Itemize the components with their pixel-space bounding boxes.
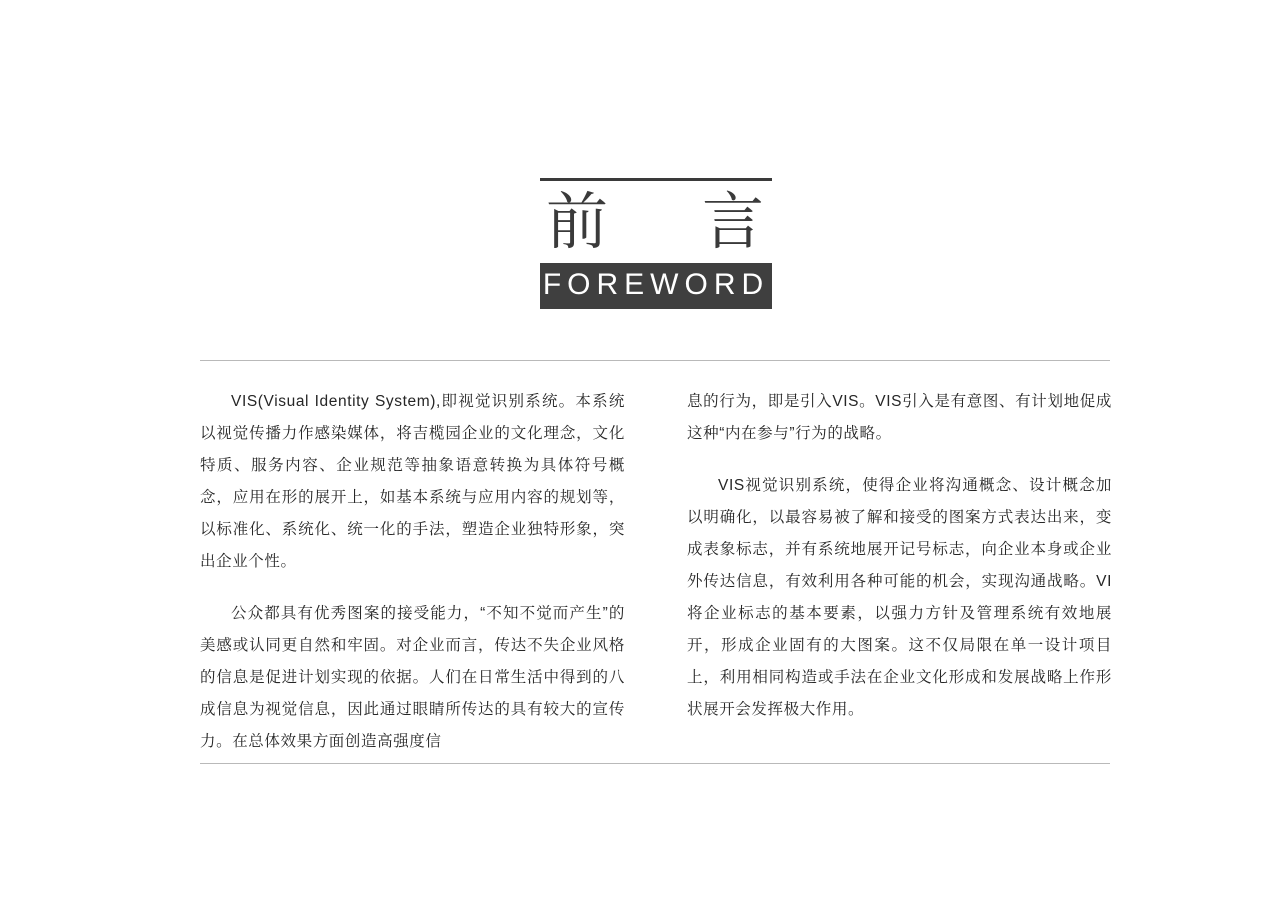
paragraph: 公众都具有优秀图案的接受能力，“不知不觉而产生”的美感或认同更自然和牢固。对企业而言，传达不失企业风格的信息是促进计划实现的依据。人们在日常生活中得到的八成信息为视觉信息，因此通过眼睛所传达的具有较大的宣传力。在总体效果方面创造高强度信 [200, 605, 625, 750]
body-columns [200, 386, 1112, 758]
paragraph: 息的行为，即是引入VIS。VIS引入是有意图、有计划地促成这种“内在参与”行为的战略。 [687, 393, 1112, 442]
right-column [687, 386, 1112, 758]
title-english-banner: FOREWORD [540, 263, 772, 309]
paragraph: VIS视觉识别系统，使得企业将沟通概念、设计概念加以明确化，以最容易被了解和接受的图案方式表达出来，变成表象标志，并有系统地展开记号标志，向企业本身或企业外传达信息，有效利用各种可能的机会，实现沟通战略。VI将企业标志的基本要素，以强力方针及管理系统有效地展开，形成企业固有的大图案。这不仅局限在单一设计项目上，利用相同构造或手法在企业文化形成和发展战略上作形状展开会发挥极大作用。 [687, 477, 1112, 718]
title-chinese [540, 181, 772, 263]
divider-top [200, 360, 1110, 361]
foreword-title-block [540, 178, 772, 309]
left-column [200, 386, 625, 758]
divider-bottom [200, 763, 1110, 764]
title-char-1: 前 [546, 188, 611, 257]
paragraph: VIS(Visual Identity System),即视觉识别系统。本系统以视觉传播力作感染媒体，将吉榄园企业的文化理念，文化特质、服务内容、企业规范等抽象语意转换为具体符号概念，应用在形的展开上，如基本系统与应用内容的规划等，以标准化、系统化、统一化的手法，塑造企业独特形象，突出企业个性。 [200, 393, 625, 570]
title-char-2: 言 [701, 188, 766, 257]
